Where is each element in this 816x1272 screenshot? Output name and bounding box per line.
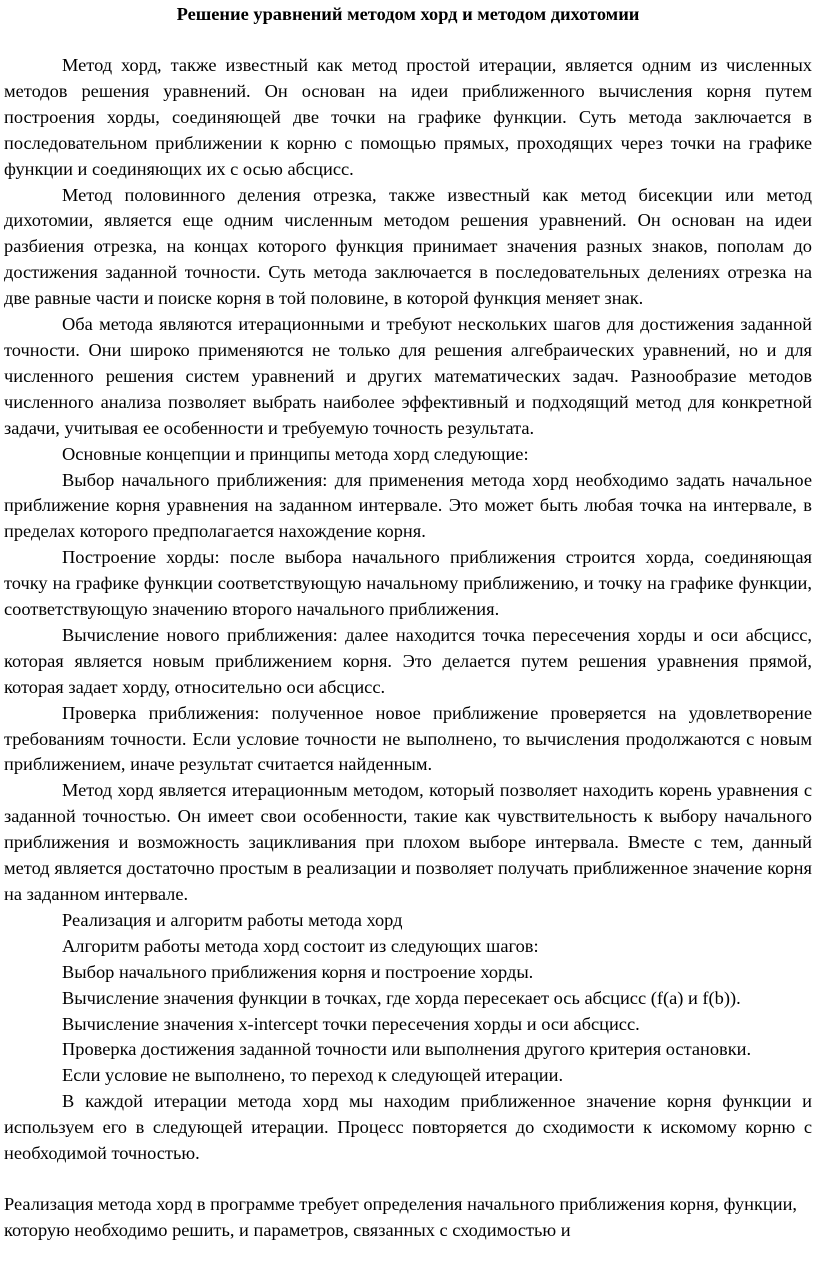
- paragraph-step-function-values: Вычисление значения функции в точках, где хорда пересекает ось абсцисс (f(a) и f(b)).: [62, 987, 741, 1008]
- paragraph-initial-approximation: Выбор начального приближения: для применения метода хорд необходимо задать начальное приближение корня уравнения на заданном интервале. Это может быть любая точка на интервале, в пределах которого предполагается нахождение корня.: [4, 469, 812, 542]
- paragraph-concepts-heading: Основные концепции и принципы метода хорд следующие:: [62, 443, 529, 464]
- paragraph-step-accuracy-check: Проверка достижения заданной точности или выполнения другого критерия остановки.: [62, 1039, 752, 1060]
- paragraph-new-approximation: Вычисление нового приближения: далее находится точка пересечения хорды и оси абсцисс, которая является новым приближением корня. Это делается путем решения уравнения прямой, которая задает хорду, относительно оси абсцисс.: [4, 624, 812, 697]
- paragraph-step-initial-chord: Выбор начального приближения корня и построение хорды.: [62, 961, 534, 982]
- paragraph-step-next-iteration: Если условие не выполнено, то переход к следующей итерации.: [62, 1065, 564, 1086]
- paragraph-chord-construction: Построение хорды: после выбора начального приближения строится хорда, соединяющая точку на графике функции соответствующую начальному приближению, и точку на графике функции, соответствующую значению второго начального приближения.: [4, 547, 812, 620]
- paragraph-algorithm-intro: Алгоритм работы метода хорд состоит из следующих шагов:: [62, 935, 539, 956]
- paragraph-chord-method-intro: Метод хорд, также известный как метод простой итерации, является одним из численных методов решения уравнений. Он основан на идеи приближенного вычисления корня путем построения хорды, соединяющей две точки на графике функции. Суть метода заключается в последовательном приближении к корню с помощью прямых, проходящих через точки на графике функции и соединяющих их с осью абсцисс.: [4, 55, 812, 179]
- paragraph-step-x-intercept: Вычисление значения x-intercept точки пересечения хорды и оси абсцисс.: [62, 1013, 640, 1034]
- paragraph-chord-method-summary: Метод хорд является итерационным методом, который позволяет находить корень уравнения с заданной точностью. Он имеет свои особенности, такие как чувствительность к выбору начального приближения и возможность зацикливания при плохом выборе интервала. Вместе с тем, данный метод является достаточно простым в реализации и позволяет получать приближенное значение корня на заданном интервале.: [4, 780, 812, 904]
- paragraph-bisection-method-intro: Метод половинного деления отрезка, также известный как метод бисекции или метод дихотомии, является еще одним численным методом решения уравнений. Он основан на идеи разбиения отрезка, на концах которого функция принимает значения разных знаков, пополам до достижения заданной точности. Суть метода заключается в последовательных делениях отрезка на две равные части и поиске корня в той половине, в которой функция меняет знак.: [4, 184, 812, 309]
- paragraph-iteration-process: В каждой итерации метода хорд мы находим приближенное значение корня функции и используем его в следующей итерации. Процесс повторяется до сходимости к искомому корню с необходимой точностью.: [4, 1091, 812, 1164]
- paragraph-both-methods: Оба метода являются итерационными и требуют нескольких шагов для достижения заданной точности. Они широко применяются не только для решения алгебраических уравнений, но и для численного решения систем уравнений и других математических задач. Разнообразие методов численного анализа позволяет выбрать наиболее эффективный и подходящий метод для конкретной задачи, учитывая ее особенности и требуемую точность результата.: [4, 314, 812, 438]
- document-title: Решение уравнений методом хорд и методом дихотомии: [176, 4, 640, 24]
- paragraph-program-implementation: Реализация метода хорд в программе требует определения начального приближения корня, функции, которую необходимо решить, и параметров, связанных с сходимостью и: [4, 1193, 798, 1240]
- document-body: [4, 53, 812, 1244]
- paragraph-approximation-check: Проверка приближения: полученное новое приближение проверяется на удовлетворение требованиям точности. Если условие точности не выполнено, то вычисления продолжаются с новым приближением, иначе результат считается найденным.: [4, 702, 812, 775]
- paragraph-implementation-heading: Реализация и алгоритм работы метода хорд: [62, 909, 403, 930]
